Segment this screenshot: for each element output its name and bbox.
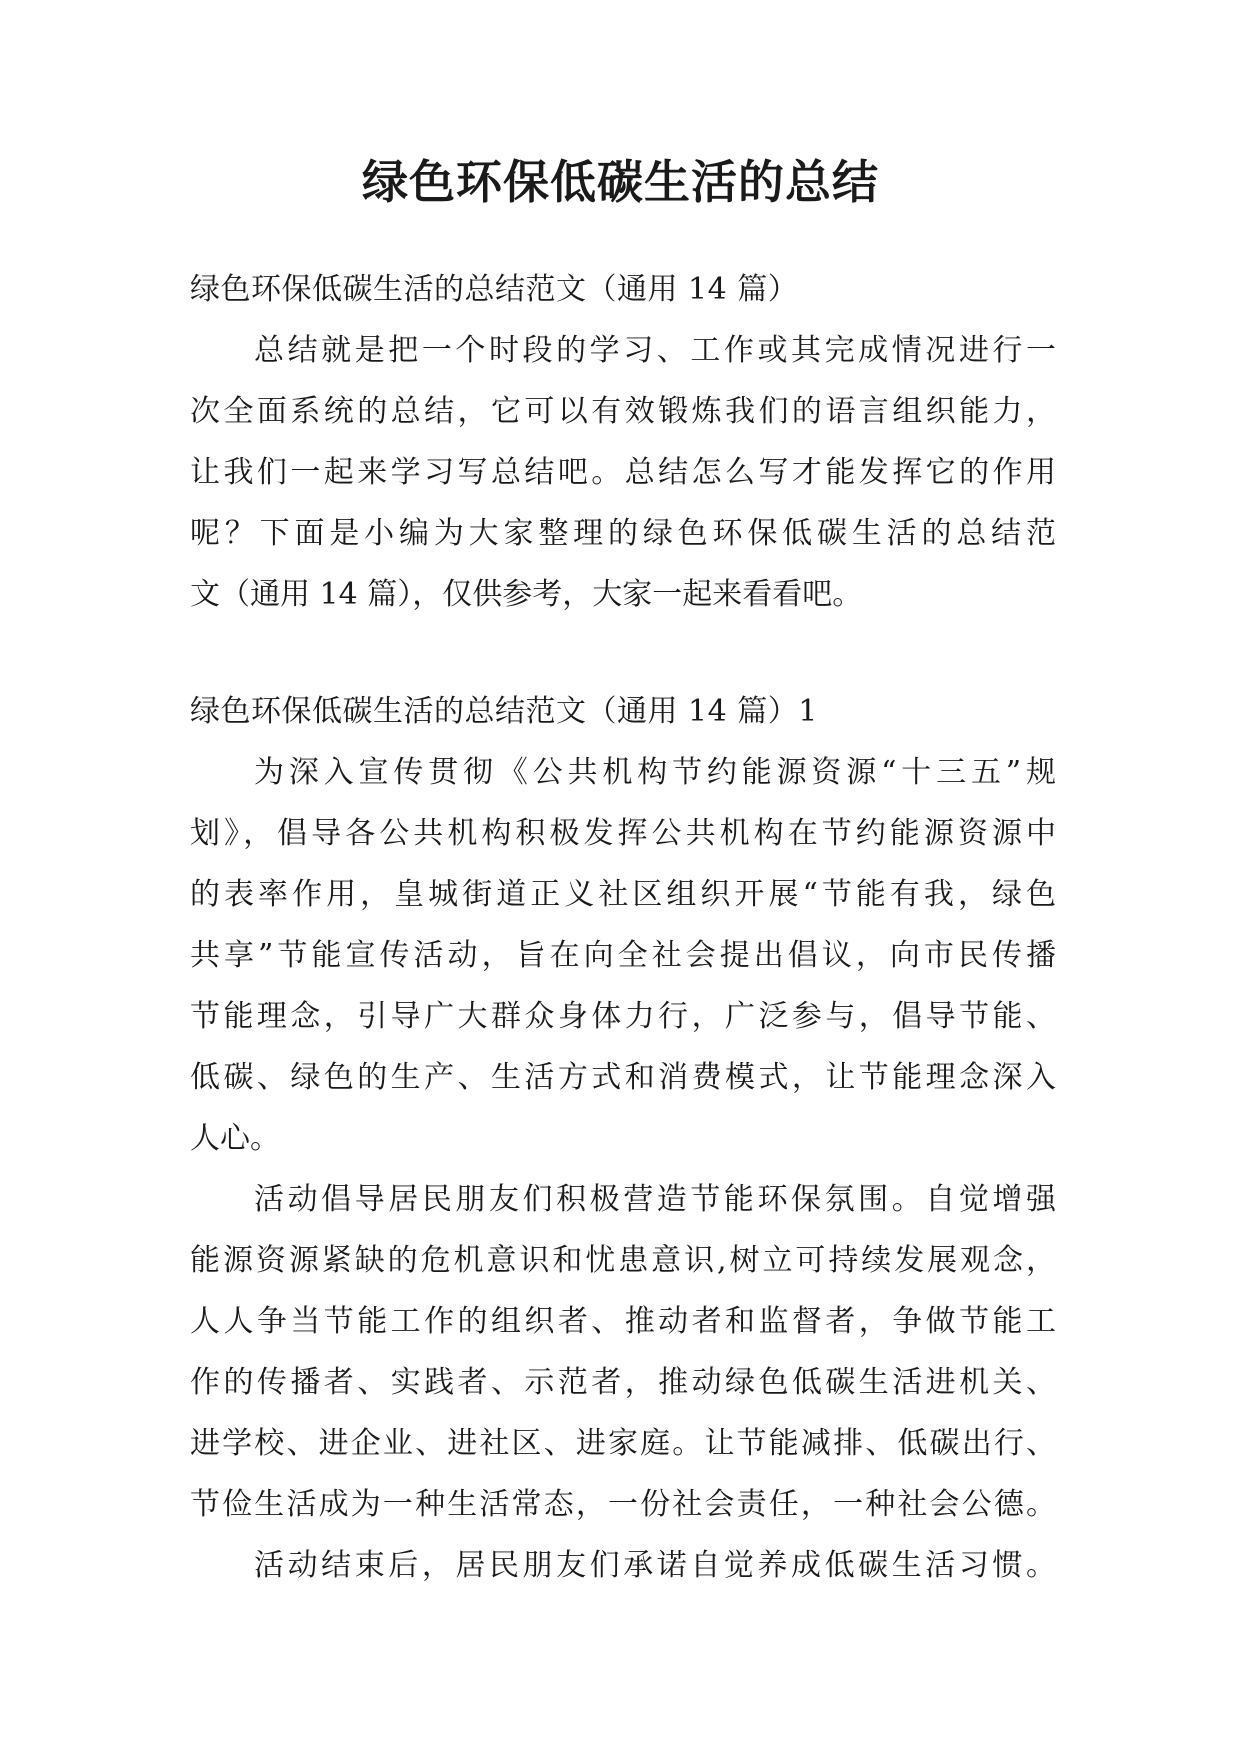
section-heading: 绿色环保低碳生活的总结范文（通用 14 篇）1 — [190, 694, 818, 729]
paragraph-2 — [190, 1169, 1056, 1535]
paragraph-line: 节能理念，引导广大群众身体力行，广泛参与，倡导节能、 — [190, 999, 1056, 1034]
document-title: 绿色环保低碳生活的总结 — [362, 155, 879, 209]
paragraph-line: 文（通用 14 篇），仅供参考，大家一起来看看吧。 — [190, 577, 863, 612]
paragraph-line: 让我们一起来学习写总结吧。总结怎么写才能发挥它的作用 — [190, 455, 1056, 490]
paragraph-1 — [190, 742, 1056, 1169]
paragraph-line: 划》，倡导各公共机构积极发挥公共机构在节约能源资源中 — [190, 816, 1056, 851]
paragraph-3 — [190, 1535, 1056, 1596]
section-spacer — [190, 625, 1056, 681]
paragraph-line: 人心。 — [190, 1121, 280, 1156]
paragraph-line: 低碳、绿色的生产、生活方式和消费模式，让节能理念深入 — [190, 1060, 1056, 1095]
paragraph-line: 作的传播者、实践者、示范者，推动绿色低碳生活进机关、 — [190, 1365, 1056, 1400]
paragraph-line: 节俭生活成为一种生活常态，一份社会责任，一种社会公德。 — [190, 1487, 1056, 1522]
paragraph-line: 能源资源紧缺的危机意识和忧患意识,树立可持续发展观念， — [190, 1243, 1056, 1278]
intro-heading: 绿色环保低碳生活的总结范文（通用 14 篇） — [190, 272, 799, 307]
paragraph-line: 人人争当节能工作的组织者、推动者和监督者，争做节能工 — [190, 1304, 1056, 1339]
paragraph-line: 共享”节能宣传活动，旨在向全社会提出倡议，向市民传播 — [190, 938, 1056, 973]
paragraph-line: 活动结束后，居民朋友们承诺自觉养成低碳生活习惯。 — [254, 1548, 1056, 1583]
paragraph-line: 呢？下面是小编为大家整理的绿色环保低碳生活的总结范 — [190, 516, 1056, 551]
paragraph-line: 为深入宣传贯彻《公共机构节约能源资源“十三五”规 — [254, 755, 1056, 790]
document-body — [190, 259, 1056, 1596]
intro-paragraph — [190, 320, 1056, 625]
paragraph-line: 进学校、进企业、进社区、进家庭。让节能减排、低碳出行、 — [190, 1426, 1056, 1461]
paragraph-line: 次全面系统的总结，它可以有效锻炼我们的语言组织能力， — [190, 394, 1056, 429]
paragraph-line: 活动倡导居民朋友们积极营造节能环保氛围。自觉增强 — [254, 1182, 1056, 1217]
paragraph-line: 总结就是把一个时段的学习、工作或其完成情况进行一 — [254, 333, 1056, 368]
paragraph-line: 的表率作用，皇城街道正义社区组织开展“节能有我，绿色 — [190, 877, 1056, 912]
